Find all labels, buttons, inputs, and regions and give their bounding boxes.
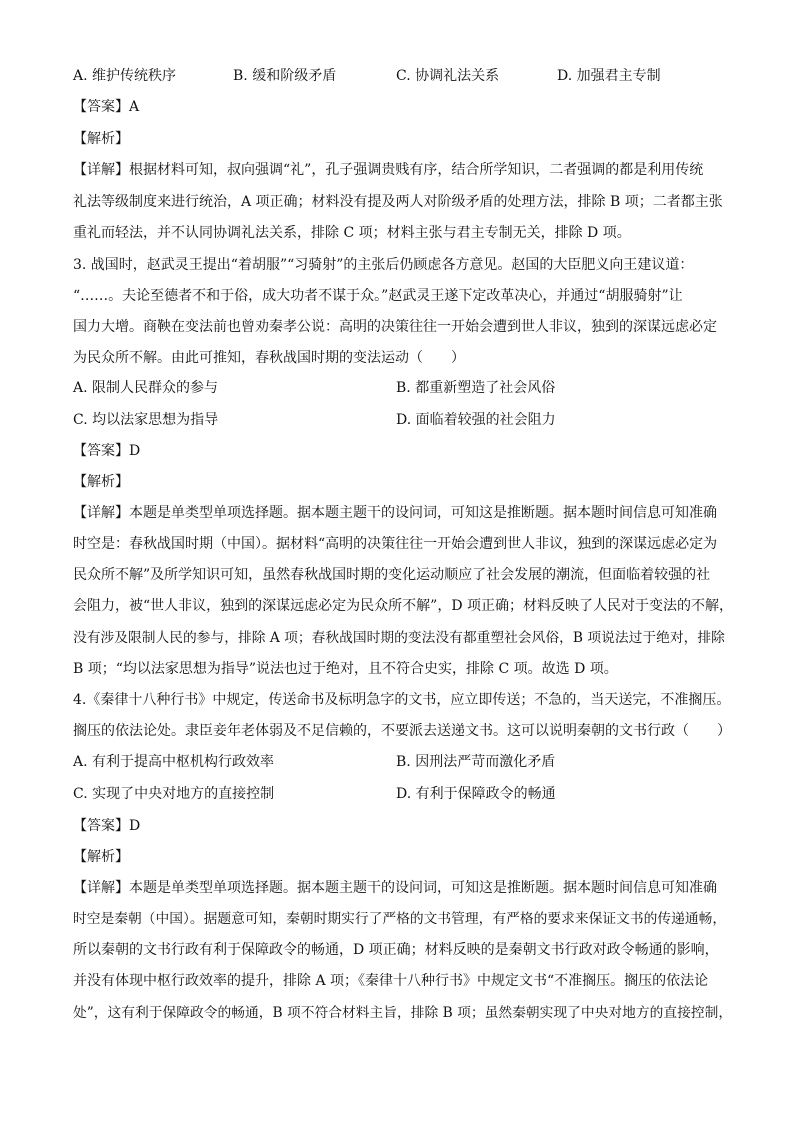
q3-detail-line: 民众所不解”及所学知识可知，虽然春秋战国时期的变化运动顺应了社会发展的潮流，但面临着较强的社: [73, 567, 711, 583]
q3-detail-line: 会阻力，被“世人非议，独到的深谋远虑必定为民众所不解”，D 项正确；材料反映了人民对于变法的不解，: [73, 598, 733, 614]
q3-option-c: C. 均以法家思想为指导: [73, 412, 219, 428]
q3-option-d: D. 面临着较强的社会阻力: [396, 412, 556, 428]
q4-stem-line: 4.《秦律十八种行书》中规定，传送命书及标明急字的文书，应立即传送；不急的，当天送完，不准搁压。: [73, 692, 731, 708]
q4-option-a: A. 有利于提高中枢机构行政效率: [73, 754, 275, 770]
q3-stem-line: 3. 战国时，赵武灵王提出“着胡服”“习骑射”的主张后仍顾虑各方意见。赵国的大臣肥义向王建议道：: [73, 257, 694, 273]
q3-detail-line: 没有涉及限制人民的参与，排除 A 项；春秋战国时期的变法没有都重塑社会风俗，B 项说法过于绝对，排除: [73, 630, 725, 646]
q3-detail-line: 【详解】本题是单类型单项选择题。据本题主题干的设问词，可知这是推断题。据本题时间信息可知准确: [73, 505, 717, 521]
q4-detail-line: 时空是秦朝（中国）。据题意可知，秦朝时期实行了严格的文书管理，有严格的要求来保证文书的传递通畅，: [73, 911, 727, 927]
q4-detail-line: 【详解】本题是单类型单项选择题。据本题主题干的设问词，可知这是推断题。据本题时间信息可知准确: [73, 880, 717, 896]
q3-analysis-label: 【解析】: [73, 474, 129, 490]
q2-option-c: C. 协调礼法关系: [396, 68, 500, 84]
q2-option-d: D. 加强君主专制: [557, 68, 661, 84]
q2-detail-line: 【详解】根据材料可知，叔向强调“礼”，孔子强调贵贱有序，结合所学知识，二者强调的都是利用传统: [73, 162, 704, 178]
q3-stem-line: 国力大增。商鞅在变法前也曾劝秦孝公说：高明的决策往往一开始会遭到世人非议，独到的深谋远虑必定: [73, 319, 717, 335]
q4-detail-line: 处”，这有利于保障政令的畅通，B 项不符合材料主旨，排除 B 项；虽然秦朝实现了中央对地方的直接控制，: [73, 1005, 733, 1021]
q4-option-b: B. 因刑法严苛而激化矛盾: [396, 754, 556, 770]
q3-answer: 【答案】D: [73, 443, 141, 459]
q2-option-b: B. 缓和阶级矛盾: [233, 68, 337, 84]
q3-detail-line: 时空是：春秋战国时期（中国）。据材料“高明的决策往往一开始会遭到世人非议，独到的深谋远虑必定为: [73, 536, 718, 552]
q2-detail-line: 重礼而轻法，并不认同协调礼法关系，排除 C 项；材料主张与君主专制无关，排除 D 项。: [73, 225, 631, 241]
q2-option-a: A. 维护传统秩序: [73, 68, 177, 84]
q3-detail-line: B 项；“均以法家思想为指导”说法也过于绝对，且不符合史实，排除 C 项。故选 D 项。: [73, 661, 618, 677]
q4-analysis-label: 【解析】: [73, 849, 129, 865]
q4-detail-line: 所以秦朝的文书行政有利于保障政令的畅通，D 项正确；材料反映的是秦朝文书行政对政令畅通的影响，: [73, 942, 719, 958]
q2-answer: 【答案】A: [73, 99, 140, 115]
q4-detail-line: 并没有体现中枢行政效率的提升，排除 A 项；《秦律十八种行书》中规定文书“不准搁压。搁压的依法论: [73, 973, 709, 989]
q3-stem-line: “……。夫论至德者不和于俗，成大功者不谋于众。”赵武灵王遂下定改革决心，并通过“胡服骑射”让: [73, 288, 683, 304]
q2-analysis-label: 【解析】: [73, 131, 129, 147]
q3-option-b: B. 都重新塑造了社会风俗: [396, 380, 556, 396]
q4-answer: 【答案】D: [73, 818, 141, 834]
q4-stem-line: 搁压的依法论处。隶臣妾年老体弱及不足信赖的，不要派去送递文书。这可以说明秦朝的文书行政（ ）: [73, 723, 731, 739]
q3-option-a: A. 限制人民群众的参与: [73, 380, 219, 396]
q4-option-c: C. 实现了中央对地方的直接控制: [73, 786, 275, 802]
q4-option-d: D. 有利于保障政令的畅通: [396, 786, 556, 802]
q3-stem-line: 为民众所不解。由此可推知，春秋战国时期的变法运动（ ）: [73, 350, 465, 366]
q2-detail-line: 礼法等级制度来进行统治，A 项正确；材料没有提及两人对阶级矛盾的处理方法，排除 B 项；二者都主张: [73, 194, 723, 210]
